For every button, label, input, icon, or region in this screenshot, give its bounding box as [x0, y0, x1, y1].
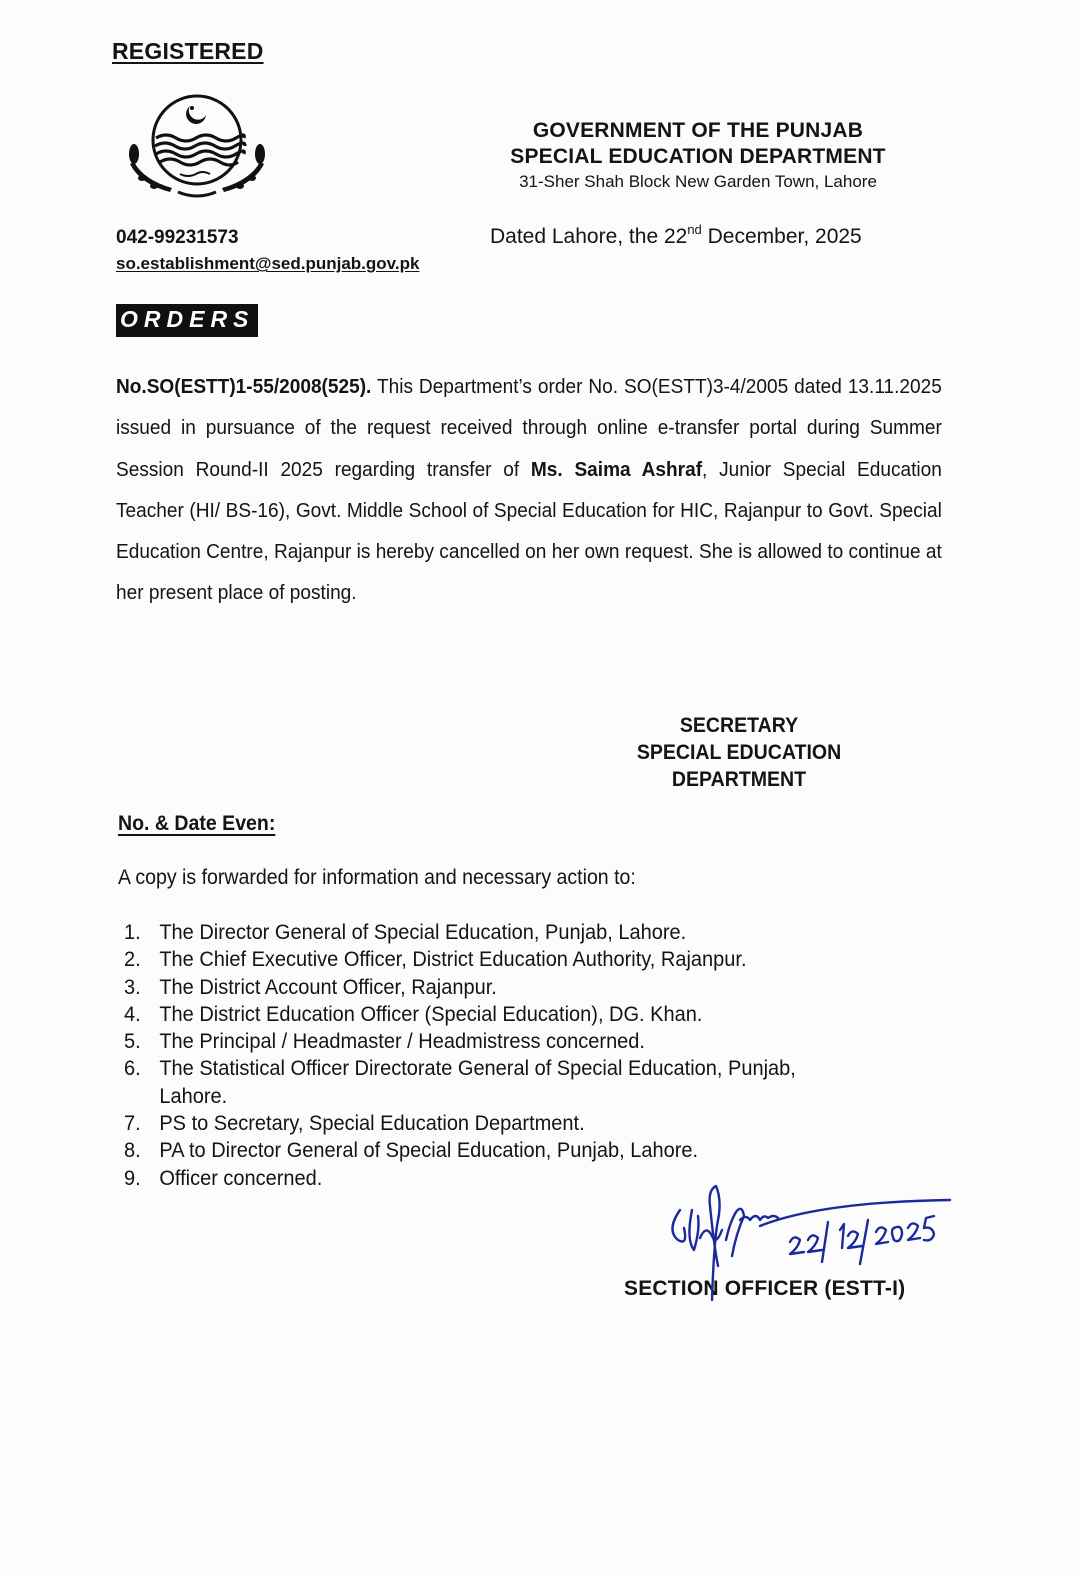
list-item-number: 1.: [124, 920, 141, 944]
date-rest: December, 2025: [701, 225, 862, 248]
secretary-line1: SECRETARY: [679, 714, 799, 737]
list-item: [124, 1137, 942, 1164]
list-item-text: The Principal / Headmaster / Headmistress concerned.: [159, 1029, 645, 1054]
list-item-number: 7.: [124, 1111, 141, 1136]
list-item-text: The Chief Executive Officer, District Education Authority, Rajanpur.: [159, 947, 747, 972]
date-line: [490, 222, 862, 249]
government-title: GOVERNMENT OF THE PUNJAB: [532, 119, 864, 142]
list-item-number: 3.: [124, 974, 141, 999]
order-number: No.SO(ESTT)1-55/2008(525).: [116, 375, 372, 398]
list-item: [124, 1028, 942, 1055]
department-title: SPECIAL EDUCATION DEPARTMENT: [510, 145, 886, 168]
date-prefix: Dated Lahore, the 22: [490, 225, 688, 248]
list-item-text: PA to Director General of Special Education, Punjab, Lahore.: [159, 1138, 699, 1163]
copy-forward-intro: A copy is forwarded for information and necessary action to:: [118, 866, 636, 889]
email-link[interactable]: so.establishment@sed.punjab.gov.pk: [116, 254, 420, 273]
handwritten-signature: [640, 1180, 970, 1340]
phone-number: 042-99231573: [116, 227, 239, 248]
order-body: [116, 366, 942, 614]
secretary-line3: DEPARTMENT: [671, 768, 807, 791]
registered-label: REGISTERED: [112, 38, 264, 64]
copy-recipients-list: [124, 919, 942, 1192]
list-item-text: The District Account Officer, Rajanpur.: [159, 974, 497, 999]
secretary-block: [610, 712, 869, 793]
list-item-number: 8.: [124, 1138, 141, 1163]
punjab-emblem-logo: [122, 92, 272, 202]
list-item-text: PS to Secretary, Special Education Department.: [159, 1111, 585, 1136]
no-date-even-heading: No. & Date Even:: [118, 812, 276, 835]
order-text-part1: This Department’s order No. SO(ESTT)3-4/2005 dated 13.11.2025 issued in pursuance of the request received through online e-transfer portal during Summer Session Round-II 2025 regarding transfer of: [116, 375, 942, 481]
list-item-text: The Director General of Special Education, Punjab, Lahore.: [159, 920, 687, 944]
list-item: [124, 946, 942, 973]
department-address: 31-Sher Shah Block New Garden Town, Lahore: [519, 172, 877, 191]
list-item-number: 9.: [124, 1165, 141, 1190]
list-item: [124, 919, 942, 946]
list-item-number: 6.: [124, 1056, 141, 1081]
date-ordinal: nd: [687, 222, 702, 237]
list-item: [124, 1001, 942, 1028]
department-header: [488, 118, 908, 194]
list-item-number: 2.: [124, 947, 141, 972]
list-item-number: 5.: [124, 1029, 141, 1054]
person-name: Ms. Saima Ashraf: [530, 457, 703, 481]
list-item-text: The Statistical Officer Directorate General of Special Education, Punjab, Lahore.: [159, 1056, 796, 1108]
list-item: [124, 1055, 942, 1110]
list-item-number: 4.: [124, 1001, 141, 1026]
orders-heading: ORDERS: [116, 304, 258, 337]
secretary-line2: SPECIAL EDUCATION: [636, 741, 842, 764]
list-item: [124, 974, 942, 1001]
list-item-text: Officer concerned.: [159, 1165, 323, 1190]
signatory-title: SECTION OFFICER (ESTT-I): [624, 1277, 906, 1300]
order-text-part2: , Junior Special Education Teacher (HI/ BS-16), Govt. Middle School of Special Education for HIC, Rajanpur to Govt. Special Education Centre, Rajanpur is hereby cancelled on her own request. She is allowed to continue at her present place of posting.: [116, 457, 942, 605]
list-item-text: The District Education Officer (Special Education), DG. Khan.: [159, 1001, 703, 1026]
list-item: [124, 1110, 942, 1137]
